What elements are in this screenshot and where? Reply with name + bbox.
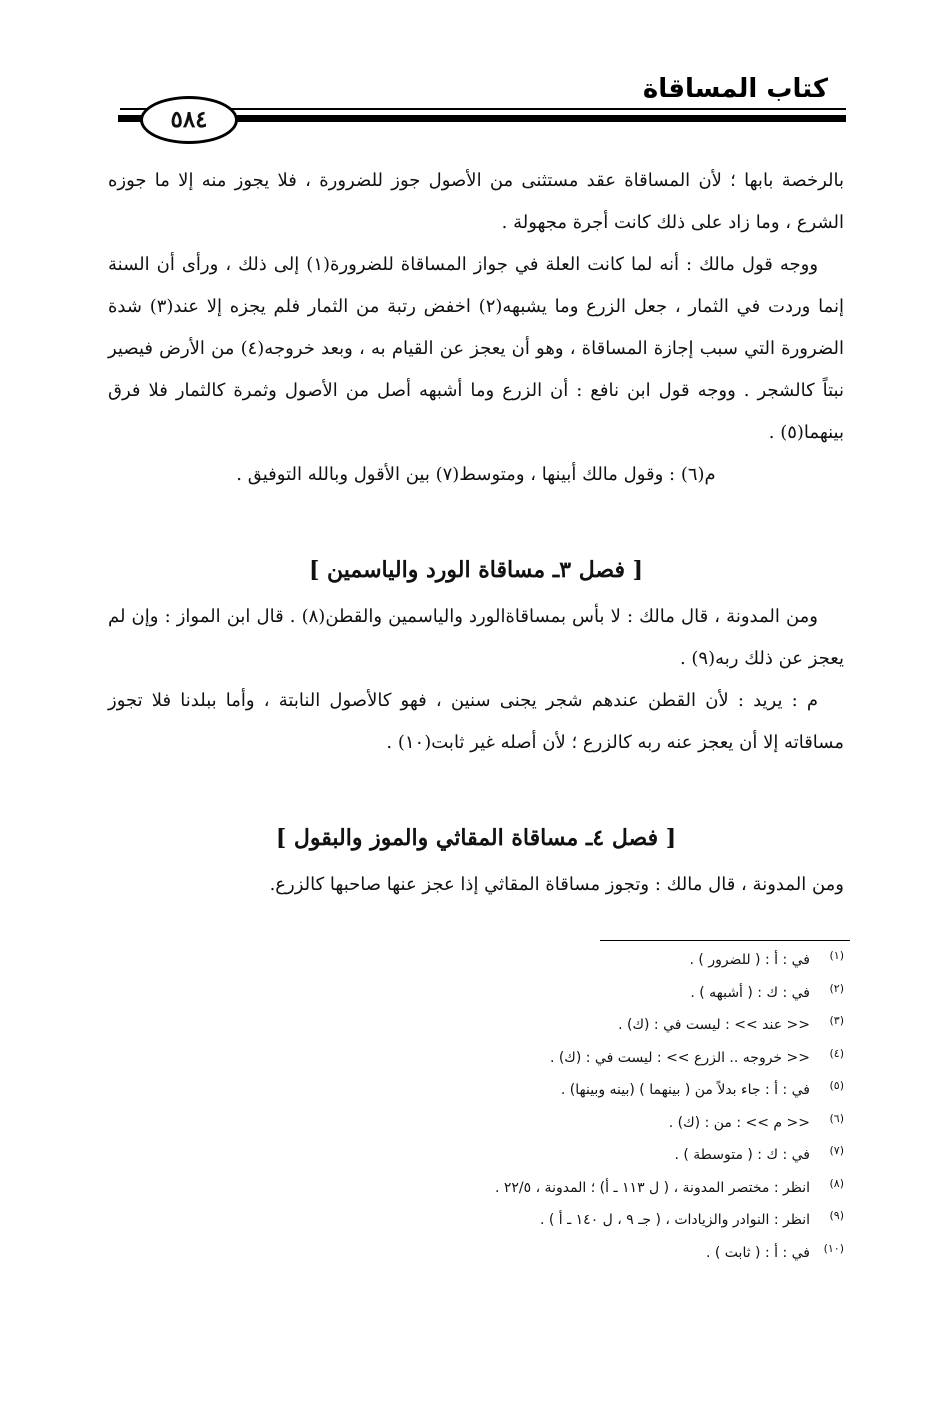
paragraph: ومن المدونة ، قال مالك : لا بأس بمساقاةالورد والياسمين والقطن(٨) . قال ابن المواز : وإن لم يعجز عن ذلك ربه(٩) . [108, 606, 844, 669]
footnote-text: في : ك : ( أشبهه ) . [690, 984, 810, 1001]
footnote-mark: (٤) [829, 1046, 844, 1060]
paragraph: ووجه قول مالك : أنه لما كانت العلة في جواز المساقاة للضرورة(١) إلى ذلك ، ورأى أن السنة إنما وردت في الثمار ، جعل الزرع وما يشبهه(٢) اخفض رتبة من الثمار فلم يجزه إلا عند(٣) شدة الضرورة التي سبب إجازة المساقاة ، وهو أن يعجز عن القيام به ، وبعد خروجه(٤) من الأرض فيصير نبتاً كالشجر . ووجه قول ابن نافع : أن الزرع وما أشبهه أصل من الأصول وثمرة كالثمار فلا فرق بينهما(٥) . [108, 254, 844, 443]
footnote-text: << م >> : من : (ك) . [668, 1114, 810, 1131]
section-heading: [ فصل ٤ـ مساقاة المقاثي والموز والبقول ] [275, 825, 677, 851]
footnote-mark: (٦) [829, 1111, 844, 1125]
footnote [284, 1079, 844, 1115]
footnote-text: في : أ : ( للضرور ) . [689, 952, 810, 968]
footnote [284, 1111, 844, 1148]
page-header [0, 0, 938, 140]
footnote-mark: (٣) [829, 1014, 844, 1027]
footnote-mark: (٢) [829, 981, 844, 995]
footnote [284, 1176, 844, 1213]
footnote-text: انظر : مختصر المدونة ، ( ل ١١٣ ـ أ) ؛ المدونة ، ٢٢/٥ . [494, 1179, 810, 1196]
footnote-mark: (٩) [829, 1209, 844, 1222]
footnote-mark: (٨) [829, 1176, 844, 1190]
paragraph: م : يريد : لأن القطن عندهم شجر يجنى سنين ، فهو كالأصول النابتة ، وأما ببلدنا فلا تجوز مساقاته إلا أن يعجز عنه ربه كالزرع ؛ لأن أصله غير ثابت(١٠) . [108, 690, 844, 753]
footnote-mark: (٧) [829, 1144, 844, 1157]
footnote-text: انظر : النوادر والزيادات ، ( جـ ٩ ، ل ١٤٠ ـ أ ) . [539, 1212, 810, 1228]
paragraph: بالرخصة بابها ؛ لأن المساقاة عقد مستثنى من الأصول جوز للضرورة ، فلا يجوز منه إلا ما جوزه الشرع ، وما زاد على ذلك كانت أجرة مجهولة . [108, 170, 844, 233]
footnote-text: << خروجه .. الزرع >> : ليست في : (ك) . [549, 1049, 810, 1066]
footnote [284, 949, 844, 985]
footnote [284, 1046, 844, 1083]
page-number: ٥٨٤ [140, 96, 238, 144]
footnote [284, 1241, 844, 1278]
book-title: كتاب المساقاة [642, 74, 828, 104]
footnote-mark: (١) [829, 949, 844, 962]
header-rule [195, 115, 846, 122]
footnote-mark: (٥) [829, 1079, 844, 1092]
footnote-divider [600, 940, 850, 941]
paragraph: م(٦) : وقول مالك أبينها ، ومتوسط(٧) بين الأقول وبالله التوفيق . [236, 464, 716, 485]
footnote-text: في : أ : جاء بدلاً من ( بينهما ) (بينه وبينها) . [560, 1082, 810, 1098]
footnote-text: في : ك : ( متوسطة ) . [674, 1147, 810, 1163]
footnote [284, 1014, 844, 1050]
footnote-text: في : أ : ( ثابت ) . [705, 1244, 810, 1261]
section-heading: [ فصل ٣ـ مساقاة الورد والياسمين ] [308, 557, 644, 583]
footnote [284, 981, 844, 1018]
body-text [108, 160, 844, 906]
footnotes [284, 949, 844, 1277]
footnote-text: << عند >> : ليست في : (ك) . [618, 1017, 810, 1033]
paragraph: ومن المدونة ، قال مالك : وتجوز مساقاة المقاثي إذا عجز عنها صاحبها كالزرع. [269, 874, 844, 895]
footnote-mark: (١٠) [823, 1241, 844, 1255]
footnote [284, 1144, 844, 1180]
footnote [284, 1209, 844, 1245]
